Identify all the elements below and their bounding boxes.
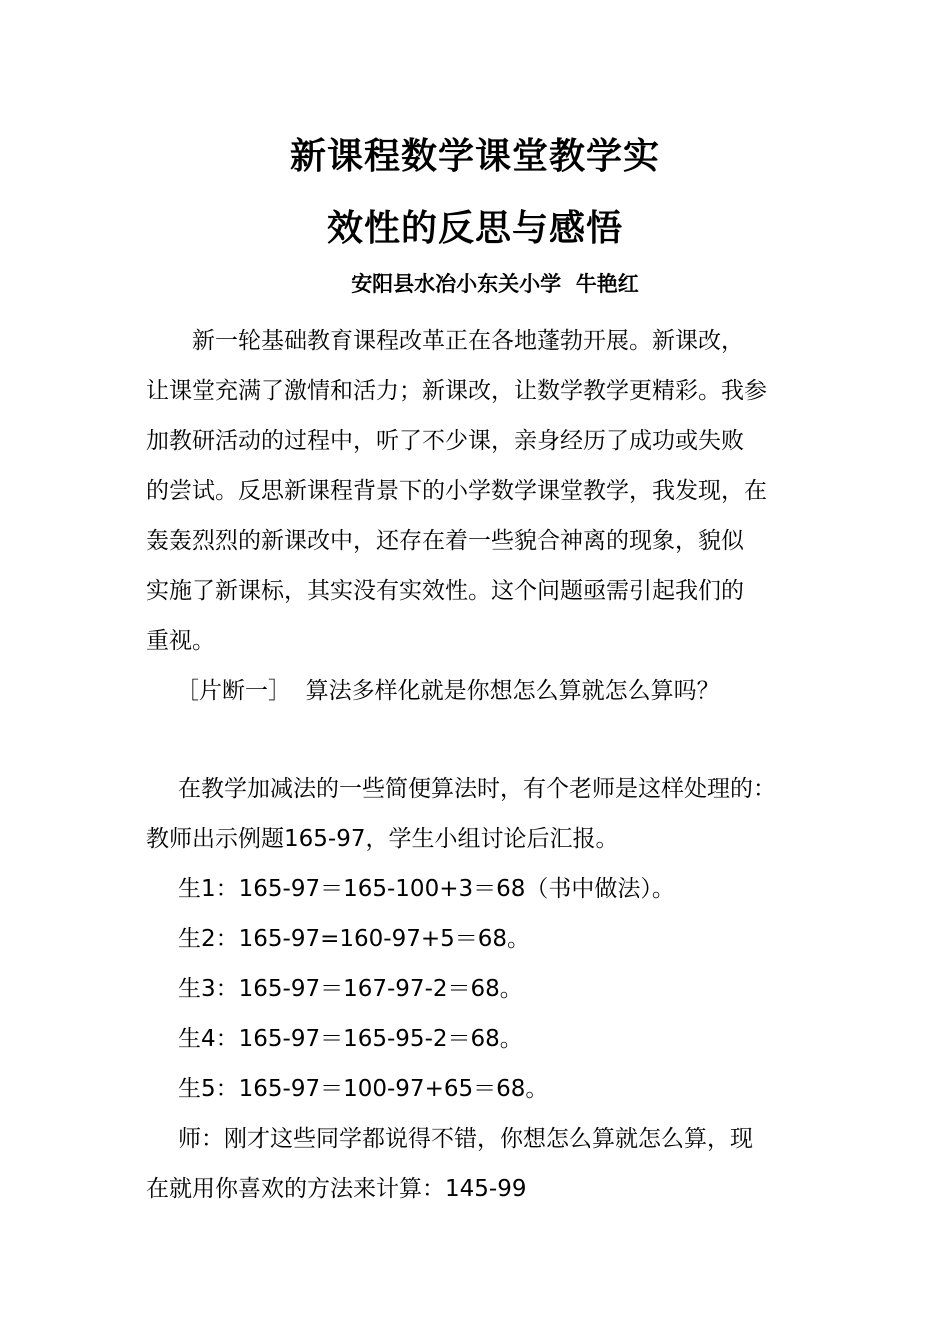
section-heading: ［片断一］ 算法多样化就是你想怎么算就怎么算吗？: [176, 678, 720, 704]
teacher-line: 师：刚才这些同学都说得不错，你想怎么算就怎么算，现: [178, 1126, 753, 1152]
paragraph1-line: 轰轰烈烈的新课改中，还存在着一些貌合神离的现象，貌似: [146, 528, 744, 554]
teacher-line: 在就用你喜欢的方法来计算：145-99: [146, 1176, 527, 1202]
student-answer: 生5：165-97＝100-97+65＝68。: [178, 1076, 549, 1102]
paragraph1-line: 重视。: [146, 628, 215, 654]
paragraph1-line: 新一轮基础教育课程改革正在各地蓬勃开展。新课改，: [192, 328, 744, 354]
paragraph1-line: 的尝试。反思新课程背景下的小学数学课堂教学，我发现，在: [146, 478, 767, 504]
paragraph2-line: 教师出示例题165-97，学生小组讨论后汇报。: [146, 826, 619, 852]
paragraph2-line: 在教学加减法的一些简便算法时，有个老师是这样处理的：: [178, 776, 776, 802]
student-answer: 生2：165-97=160-97+5＝68。: [178, 926, 531, 952]
title-line-2: 效性的反思与感悟: [326, 208, 623, 249]
paragraph1-line: 加教研活动的过程中，听了不少课，亲身经历了成功或失败: [146, 428, 744, 454]
paragraph1-line: 让课堂充满了激情和活力；新课改，让数学教学更精彩。我参: [146, 378, 767, 404]
paragraph1-line: 实施了新课标，其实没有实效性。这个问题亟需引起我们的: [146, 578, 744, 604]
student-answer: 生3：165-97＝167-97-2＝68。: [178, 976, 523, 1002]
author-line: 安阳县水冶小东关小学 牛艳红: [351, 272, 639, 296]
student-answer: 生4：165-97＝165-95-2＝68。: [178, 1026, 523, 1052]
student-answer: 生1：165-97＝165-100+3＝68（书中做法）。: [178, 876, 675, 902]
title-line-1: 新课程数学课堂教学实: [289, 136, 660, 177]
